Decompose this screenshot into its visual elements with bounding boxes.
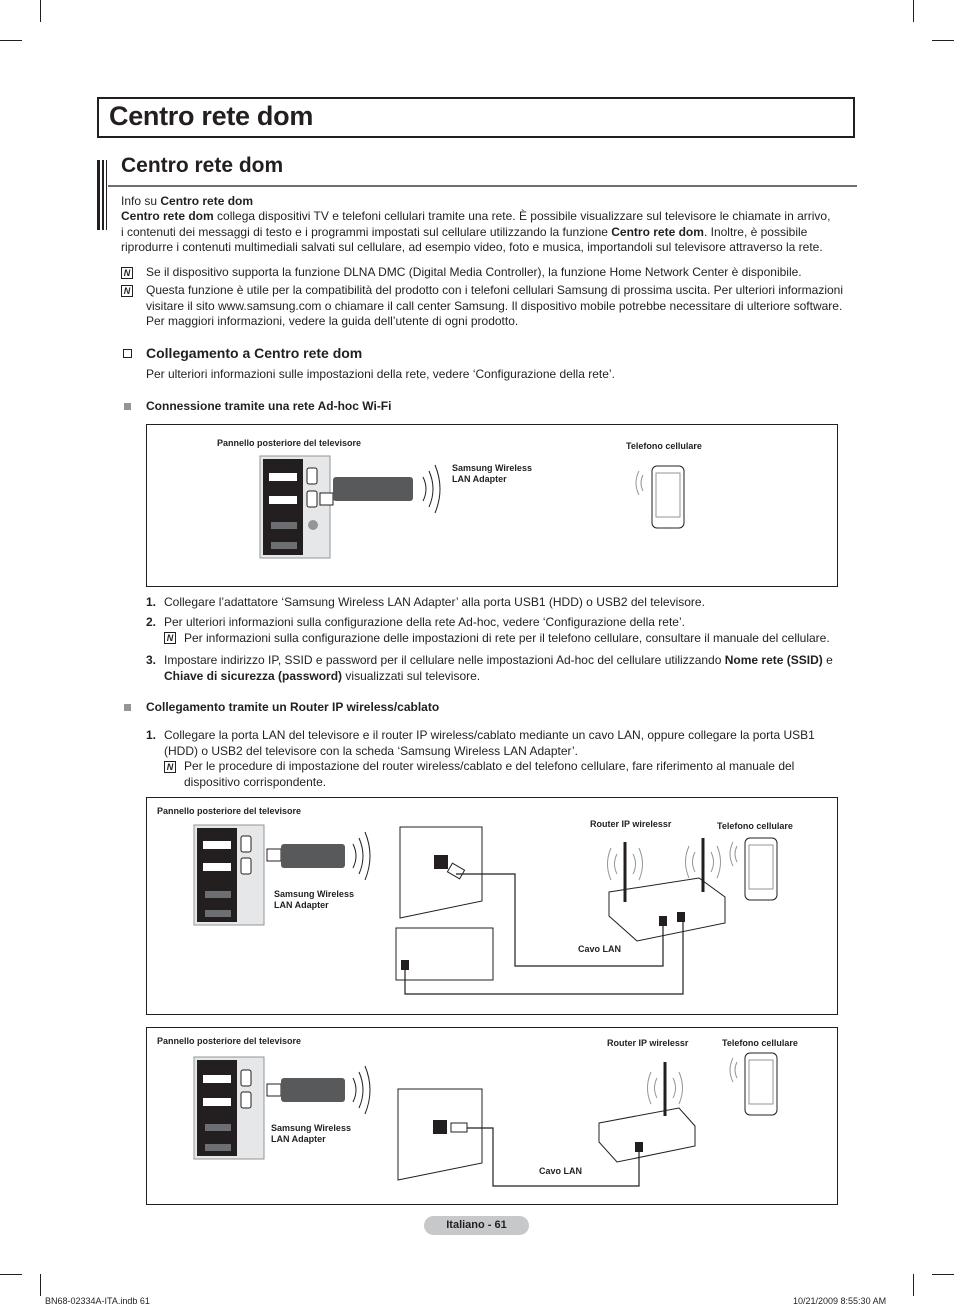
router-illustration-2 [147,1028,837,1204]
page-title-box [97,97,855,138]
note-icon: N [121,267,133,279]
checkbox-bullet-icon [123,349,132,358]
crop-mark [932,1274,954,1275]
subsection-desc: Per ulteriori informazioni sulle impostazioni della rete, vedere ‘Configurazione della rete’. [146,367,615,381]
page-title: Centro rete dom [109,101,314,131]
page-number-badge: Italiano - 61 [424,1216,529,1235]
note-text: Questa funzione è utile per la compatibilità del prodotto con i telefoni cellulari Samsung di prossima uscita. Per ulteriori informazioni visitare il sito www.samsung.com o chiamare il call center Samsung. Il dispositivo mobile potrebbe necessitare di ulteriore software. Per maggiori informazioni, vedere la guida dell’utente di ogni prodotto. [146,283,844,328]
router-diagram-1 [146,797,838,1015]
step-text: Collegare la porta LAN del televisore e il router IP wireless/cablato mediante un cavo LAN, oppure collegare la porta USB1 (HDD) o USB2 del televisore con la scheda ‘Samsung Wireless LAN Adapter’. [164,728,815,758]
note-icon: N [164,761,176,773]
crop-mark [40,1274,41,1296]
note-icon: N [121,285,133,297]
square-bullet-icon [124,403,131,410]
tv-back-panel [260,456,330,558]
crop-mark [932,40,954,41]
tv-panel-label: Pannello posteriore del televisore [157,1036,302,1046]
section-title: Centro rete dom [121,154,284,177]
step-text: Per ulteriori informazioni sulla configurazione della rete Ad-hoc, vedere ‘Configurazione della rete’. [164,615,685,629]
wireless-adapter [267,1078,345,1102]
tv-back-panel [194,825,264,925]
step-note: Per informazioni sulla configurazione delle impostazioni di rete per il telefono cellulare, consultare il manuale del cellulare. [184,631,830,645]
crop-mark [0,1274,22,1275]
tv-panel-label: Pannello posteriore del televisore [157,806,302,816]
adapter-label: Samsung Wireless LAN Adapter [271,1123,351,1144]
tv-back-panel [194,1057,264,1159]
footer-date: 10/21/2009 8:55:30 AM [793,1296,887,1306]
intro-paragraph: Centro rete dom collega dispositivi TV e telefoni cellulari tramite una rete. È possibile visualizzare sul televisore le chiamate in arrivo, i contenuti dei messaggi di testo e i programmi impostati sul cellulare utilizzando la funzione Centro rete dom. Inoltre, è possibile riprodurre i contenuti multimediali salvati sul cellulare, ad esempio video, foto e musica, importandoli sul televisore attraverso la rete. [121,209,831,254]
step-number: 3. [146,653,157,667]
phone-label: Telefono cellulare [722,1038,798,1048]
step-number: 2. [146,615,157,629]
wall-panel [400,827,482,918]
note-text: Se il dispositivo supporta la funzione DLNA DMC (Digital Media Controller), la funzione Home Network Center è disponibile. [146,265,802,279]
square-bullet-icon [124,704,131,711]
subsection-title: Collegamento a Centro rete dom [146,345,363,361]
step-text: Impostare indirizzo IP, SSID e password per il cellulare nelle impostazioni Ad-hoc del cellulare utilizzando Nome rete (SSID) e Chiave di sicurezza (password) visualizzati sul televisore. [164,653,833,683]
crop-mark [40,0,41,22]
phone-label: Telefono cellulare [717,821,793,831]
crop-mark [913,1274,914,1296]
wireless-adapter [320,477,413,505]
section-rule [108,185,857,187]
adhoc-illustration [147,425,837,586]
router-diagram-2 [146,1027,838,1205]
cable-label: Cavo LAN [539,1166,583,1176]
tv-lan-panel [396,928,493,980]
mobile-phone [652,466,684,528]
step-text: Collegare l’adattatore ‘Samsung Wireless LAN Adapter’ alla porta USB1 (HDD) o USB2 del televisore. [164,595,705,609]
router-illustration-1 [147,798,837,1014]
mobile-phone [745,1053,777,1115]
info-line: Info su Centro rete dom [121,194,254,208]
adhoc-heading: Connessione tramite una rete Ad-hoc Wi-Fi [146,399,392,413]
step-number: 1. [146,728,157,742]
cable-label: Cavo LAN [578,944,622,954]
adhoc-diagram [146,424,838,587]
router [609,838,725,941]
step-number: 1. [146,595,157,609]
step-note: Per le procedure di impostazione del router wireless/cablato e del telefono cellulare, fare riferimento al manuale del dispositivo corrispondente. [184,759,795,789]
router-label: Router IP wirelessr [590,819,672,829]
mobile-phone [745,838,777,900]
tv-panel-label: Pannello posteriore del televisore [217,438,362,448]
router-heading: Collegamento tramite un Router IP wireless/cablato [146,700,440,714]
adapter-label: Samsung Wireless LAN Adapter [452,463,532,484]
crop-mark [913,0,914,22]
adapter-label: Samsung Wireless LAN Adapter [274,889,354,910]
footer-file: BN68-02334A-ITA.indb 61 [45,1296,150,1306]
crop-mark [0,40,22,41]
wireless-adapter [267,844,345,868]
note-icon: N [164,632,176,644]
router-label: Router IP wirelessr [607,1038,689,1048]
wall-panel [398,1089,482,1180]
phone-label: Telefono cellulare [626,441,702,451]
